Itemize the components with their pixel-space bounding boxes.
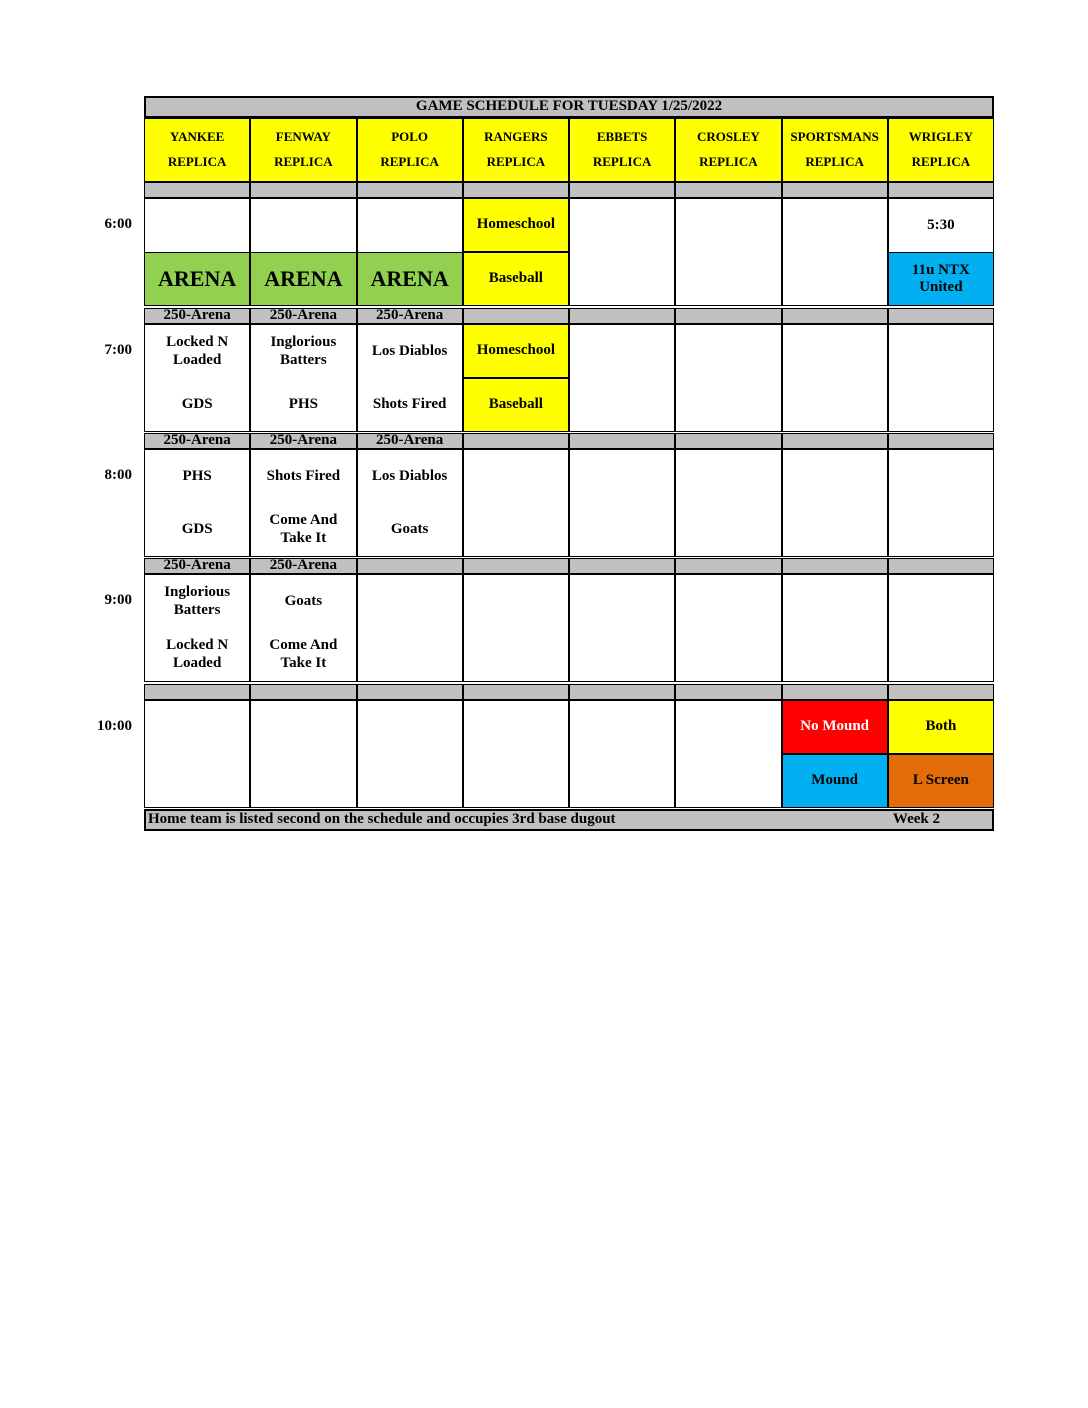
game-entry[interactable]: GDS [144,378,250,432]
field-subtitle: REPLICA [699,153,758,169]
game-slot[interactable] [463,700,569,808]
game-slot[interactable] [569,449,675,557]
separator-cell [569,558,675,574]
game-slot[interactable] [888,449,994,557]
week-label: Week 2 [892,811,940,828]
game-slot[interactable] [675,574,781,682]
game-entry[interactable]: Come And Take It [250,503,356,557]
footer-note: Home team is listed second on the schedule and occupies 3rd base dugout [148,811,616,828]
game-slot[interactable] [569,574,675,682]
separator-cell [888,684,994,700]
game-entry[interactable]: Mound [782,754,888,808]
game-entry[interactable]: Goats [357,503,463,557]
field-header-0 [144,118,250,182]
game-slot[interactable] [144,700,250,808]
field-name: CROSLEY [696,129,760,145]
separator-cell: 250-Arena [144,558,250,574]
separator-cell [144,182,250,198]
separator-cell [675,182,781,198]
game-slot[interactable] [463,449,569,557]
field-header-3 [463,118,569,182]
separator-cell [144,684,250,700]
separator-cell [463,684,569,700]
game-entry[interactable]: PHS [250,378,356,432]
game-entry[interactable]: Both [888,700,994,754]
game-entry[interactable]: Los Diablos [357,324,463,378]
separator-cell [569,684,675,700]
game-slot[interactable] [675,700,781,808]
game-slot[interactable] [782,324,888,432]
game-slot[interactable] [357,700,463,808]
separator-cell [782,684,888,700]
separator-cell [888,308,994,324]
schedule-footer [144,809,994,831]
game-entry[interactable]: ARENA [357,252,463,306]
separator-cell [250,182,356,198]
separator-cell [357,182,463,198]
separator-cell [569,308,675,324]
field-name: YANKEE [169,129,225,145]
separator-cell [569,182,675,198]
separator-cell [463,182,569,198]
separator-cell [888,182,994,198]
separator-cell [782,308,888,324]
game-entry[interactable]: Locked N Loaded [144,324,250,378]
separator-cell [888,433,994,449]
game-entry[interactable]: Shots Fired [357,378,463,432]
field-header-6 [782,118,888,182]
field-header-1 [250,118,356,182]
separator-cell [357,684,463,700]
game-entry[interactable]: Locked N Loaded [144,628,250,682]
game-entry[interactable]: Come And Take It [250,628,356,682]
field-name: WRIGLEY [908,129,974,145]
game-entry[interactable]: 11u NTX United [888,252,994,306]
game-entry[interactable]: L Screen [888,754,994,808]
separator-cell: 250-Arena [357,308,463,324]
game-entry[interactable]: No Mound [782,700,888,754]
separator-cell [675,308,781,324]
field-header-2 [357,118,463,182]
separator-cell: 250-Arena [144,433,250,449]
separator-cell: 250-Arena [357,433,463,449]
field-header-7 [888,118,994,182]
field-name: SPORTSMANS [790,129,879,145]
schedule-title: GAME SCHEDULE FOR TUESDAY 1/25/2022 [144,96,994,118]
field-name: FENWAY [275,129,331,145]
separator-cell [675,433,781,449]
time-label: 9:00 [104,592,132,608]
separator-cell [463,433,569,449]
separator-cell: 250-Arena [250,308,356,324]
game-entry[interactable]: Homeschool [463,324,569,378]
separator-cell [888,558,994,574]
game-slot[interactable] [888,324,994,432]
separator-cell [463,558,569,574]
time-label: 7:00 [104,342,132,358]
game-slot[interactable] [782,574,888,682]
game-slot[interactable] [782,198,888,306]
separator-cell: 250-Arena [250,558,356,574]
game-slot[interactable] [888,574,994,682]
field-subtitle: REPLICA [167,153,227,169]
separator-cell [675,684,781,700]
game-slot[interactable] [782,449,888,557]
game-entry[interactable]: Inglorious Batters [250,324,356,378]
field-subtitle: REPLICA [380,153,439,169]
game-entry[interactable]: Inglorious Batters [144,574,250,628]
separator-cell: 250-Arena [144,308,250,324]
separator-cell [782,558,888,574]
game-slot[interactable] [569,324,675,432]
game-entry[interactable]: Goats [250,574,356,628]
time-label: 6:00 [104,216,132,232]
field-name: RANGERS [484,129,548,145]
separator-cell [357,558,463,574]
field-subtitle: REPLICA [274,153,333,169]
field-header-5 [675,118,781,182]
game-entry[interactable]: Los Diablos [357,449,463,503]
field-subtitle: REPLICA [911,153,971,169]
separator-cell [675,558,781,574]
field-name: POLO [391,129,429,145]
game-entry[interactable]: Homeschool [463,198,569,252]
separator-cell [569,433,675,449]
game-slot[interactable] [357,574,463,682]
separator-cell [782,182,888,198]
game-slot[interactable] [250,700,356,808]
separator-cell [250,684,356,700]
game-entry[interactable]: Shots Fired [250,449,356,503]
game-entry[interactable]: ARENA [250,252,356,306]
game-entry[interactable]: Baseball [463,252,569,306]
field-subtitle: REPLICA [486,153,546,169]
separator-cell [463,308,569,324]
game-slot[interactable] [675,198,781,306]
game-slot[interactable] [463,574,569,682]
field-name: EBBETS [596,129,648,145]
game-entry[interactable]: PHS [144,449,250,503]
game-slot[interactable] [569,700,675,808]
time-label: 8:00 [104,467,132,483]
game-slot[interactable] [569,198,675,306]
game-entry[interactable]: GDS [144,503,250,557]
time-label: 10:00 [97,718,132,734]
field-subtitle: REPLICA [592,153,652,169]
field-header-4 [569,118,675,182]
game-entry[interactable]: 5:30 [888,198,994,252]
separator-cell [782,433,888,449]
game-entry[interactable]: Baseball [463,378,569,432]
game-entry[interactable]: ARENA [144,252,250,306]
separator-cell: 250-Arena [250,433,356,449]
field-subtitle: REPLICA [805,153,864,169]
game-slot[interactable] [675,324,781,432]
game-slot[interactable] [675,449,781,557]
